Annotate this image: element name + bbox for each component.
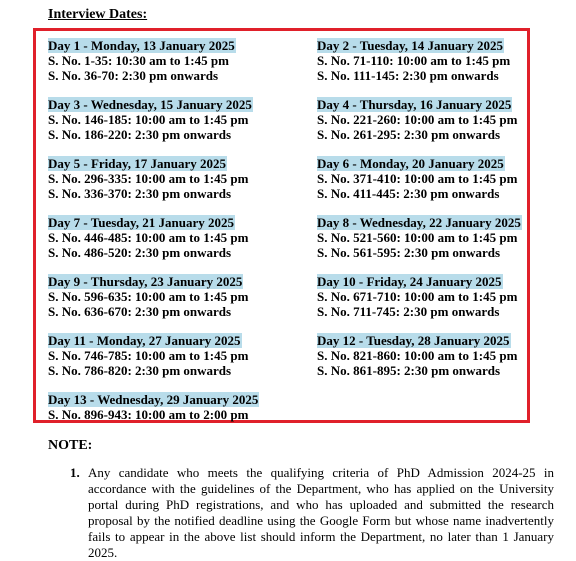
note-heading: NOTE: — [48, 438, 93, 453]
day-heading: Day 1 - Monday, 13 January 2025 — [48, 38, 235, 53]
slot-line: S. No. 111-145: 2:30 pm onwards — [317, 68, 499, 83]
day-block — [317, 38, 510, 83]
day-heading: Day 3 - Wednesday, 15 January 2025 — [48, 97, 252, 112]
day-heading: Day 12 - Tuesday, 28 January 2025 — [317, 333, 510, 348]
day-heading: Day 7 - Tuesday, 21 January 2025 — [48, 215, 235, 230]
day-heading: Day 6 - Monday, 20 January 2025 — [317, 156, 504, 171]
day-block — [317, 156, 517, 201]
day-block — [317, 333, 517, 378]
slot-line: S. No. 411-445: 2:30 pm onwards — [317, 186, 500, 201]
slot-line: S. No. 221-260: 10:00 am to 1:45 pm — [317, 112, 518, 127]
day-heading: Day 2 - Tuesday, 14 January 2025 — [317, 38, 504, 53]
slot-line: S. No. 746-785: 10:00 am to 1:45 pm — [48, 348, 249, 363]
note-number: 1. — [70, 465, 80, 480]
day-block — [48, 38, 236, 83]
day-heading: Day 13 - Wednesday, 29 January 2025 — [48, 392, 259, 407]
slot-line: S. No. 896-943: 10:00 am to 2:00 pm — [48, 407, 249, 422]
day-block — [48, 274, 248, 319]
slot-line: S. No. 146-185: 10:00 am to 1:45 pm — [48, 112, 249, 127]
day-block — [317, 215, 522, 260]
slot-line: S. No. 1-35: 10:30 am to 1:45 pm — [48, 53, 229, 68]
slot-line: S. No. 636-670: 2:30 pm onwards — [48, 304, 232, 319]
day-heading: Day 9 - Thursday, 23 January 2025 — [48, 274, 243, 289]
slot-line: S. No. 711-745: 2:30 pm onwards — [317, 304, 500, 319]
slot-line: S. No. 671-710: 10:00 am to 1:45 pm — [317, 289, 518, 304]
day-block — [317, 97, 517, 142]
day-heading: Day 4 - Thursday, 16 January 2025 — [317, 97, 512, 112]
day-block — [317, 274, 517, 319]
slot-line: S. No. 786-820: 2:30 pm onwards — [48, 363, 232, 378]
day-block — [48, 333, 248, 378]
interview-dates-heading: Interview Dates: — [48, 7, 148, 22]
slot-line: S. No. 521-560: 10:00 am to 1:45 pm — [317, 230, 518, 245]
note-text: Any candidate who meets the qualifying criteria of PhD Admission 2024-25 in accordance with the guidelines of the Department, who has applied on the University portal during PhD registrations, and who has uploaded and submitted the research proposal by the notified deadline using the Google Form but whose name inadvertently fails to appear in the above list should inform the Department, no later than 1 January 2025. — [88, 465, 554, 560]
slot-line: S. No. 296-335: 10:00 am to 1:45 pm — [48, 171, 249, 186]
day-block — [48, 156, 248, 201]
slot-line: S. No. 821-860: 10:00 am to 1:45 pm — [317, 348, 518, 363]
day-heading: Day 10 - Friday, 24 January 2025 — [317, 274, 502, 289]
day-block — [48, 215, 248, 260]
slot-line: S. No. 36-70: 2:30 pm onwards — [48, 68, 219, 83]
slot-line: S. No. 71-110: 10:00 am to 1:45 pm — [317, 53, 511, 68]
slot-line: S. No. 261-295: 2:30 pm onwards — [317, 127, 501, 142]
day-heading: Day 5 - Friday, 17 January 2025 — [48, 156, 227, 171]
day-block — [48, 392, 259, 422]
day-heading: Day 8 - Wednesday, 22 January 2025 — [317, 215, 521, 230]
slot-line: S. No. 186-220: 2:30 pm onwards — [48, 127, 232, 142]
slot-line: S. No. 861-895: 2:30 pm onwards — [317, 363, 501, 378]
slot-line: S. No. 371-410: 10:00 am to 1:45 pm — [317, 171, 518, 186]
day-block — [48, 97, 253, 142]
slot-line: S. No. 561-595: 2:30 pm onwards — [317, 245, 501, 260]
day-heading: Day 11 - Monday, 27 January 2025 — [48, 333, 241, 348]
slot-line: S. No. 336-370: 2:30 pm onwards — [48, 186, 232, 201]
slot-line: S. No. 486-520: 2:30 pm onwards — [48, 245, 232, 260]
slot-line: S. No. 596-635: 10:00 am to 1:45 pm — [48, 289, 249, 304]
slot-line: S. No. 446-485: 10:00 am to 1:45 pm — [48, 230, 249, 245]
